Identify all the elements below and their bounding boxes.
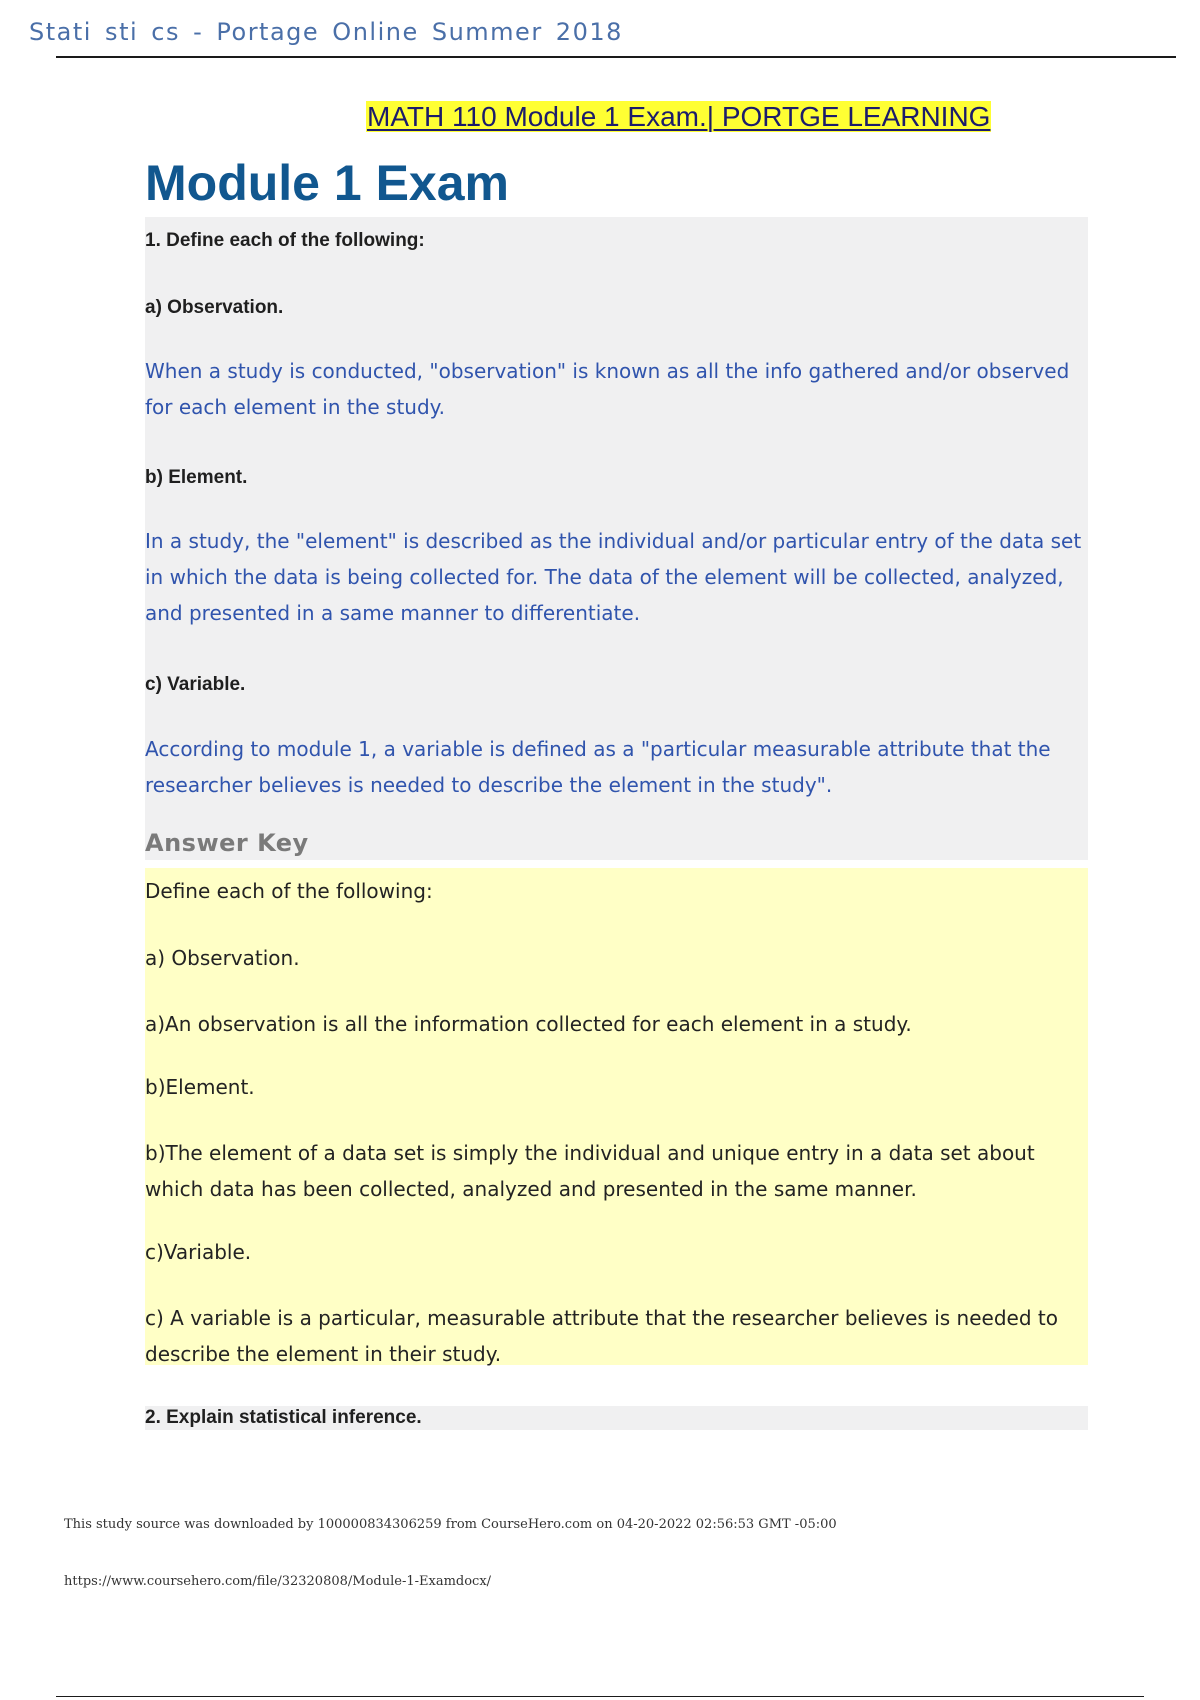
download-note: This study source was downloaded by 100000834306259 from CourseHero.com on 04-20-2022 02:56:53 GMT -05:00 [64,1517,837,1532]
document-title-link[interactable]: MATH 110 Module 1 Exam.| PORTGE LEARNING [367,101,991,132]
answer-key-line: c)Variable. [145,1240,252,1264]
answer-key-line: b)Element. [145,1075,255,1099]
item-c-label: c) Variable. [145,674,246,695]
question-1-prompt: 1. Define each of the following: [145,230,425,251]
answer-key-line: c) A variable is a particular, measurable attribute that the researcher believes is needed to describe the element in their study. [145,1306,1058,1366]
answer-key-line: a) Observation. [145,946,300,970]
item-c-answer: According to module 1, a variable is defined as a "particular measurable attribute that the researcher believes is needed to describe the element in the study". [145,737,1051,797]
header-divider [56,56,1176,58]
item-b-label: b) Element. [145,467,248,488]
source-url[interactable]: https://www.coursehero.com/file/32320808/Module-1-Examdocx/ [64,1574,492,1589]
item-b-answer: In a study, the "element" is described as the individual and/or particular entry of the data set in which the data is being collected for. The data of the element will be collected, analyzed, and presented in a same manner to differentiate. [145,529,1082,625]
running-header: Stati sti cs - Portage Online Summer 2018 [29,18,623,46]
answer-key-line: a)An observation is all the information collected for each element in a study. [145,1012,912,1036]
question-2-prompt: 2. Explain statistical inference. [145,1407,422,1428]
item-a-label: a) Observation. [145,297,284,318]
answer-key-line: Define each of the following: [145,879,433,903]
item-a-answer: When a study is conducted, "observation" is known as all the info gathered and/or observed for each element in the study. [145,359,1070,419]
answer-key-line: b)The element of a data set is simply the individual and unique entry in a data set about which data has been collected, analyzed and presented in the same manner. [145,1141,1035,1201]
answer-key-heading: Answer Key [145,829,309,857]
bottom-divider [56,1696,1144,1697]
page-title: Module 1 Exam [145,155,509,211]
document-link-container [366,101,991,133]
